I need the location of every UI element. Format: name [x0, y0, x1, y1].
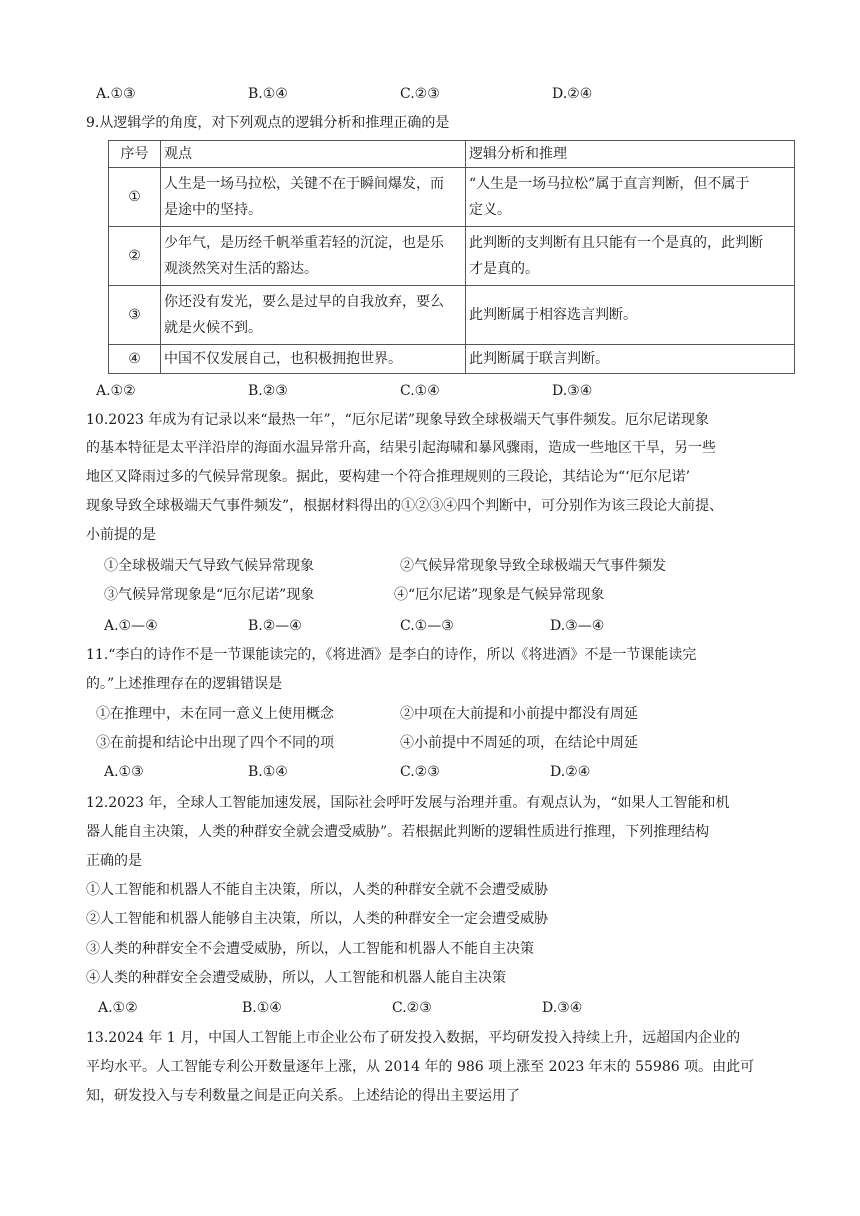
q10-stem-line: 10.2023 年成为有记录以来“最热一年”，“厄尔尼诺”现象导致全球极端天气事件频发。厄尔尼诺现象	[86, 412, 709, 428]
q12-stem-line: 器人能自主决策，人类的种群安全就会遭受威胁”。若根据此判断的逻辑性质进行推理，下列推理结构	[86, 824, 710, 840]
q10-option-c: C.①—③	[400, 618, 454, 634]
analysis-line: “人生是一场马拉松”属于直言判断，但不属于	[469, 176, 750, 192]
q11-options	[104, 762, 724, 782]
table-row	[109, 168, 795, 227]
q13-stem-line: 知，研发投入与专利数量之间是正向关系。上述结论的得出主要运用了	[86, 1088, 520, 1104]
row-view	[161, 168, 466, 227]
q13-stem-line: 平均水平。人工智能专利公开数量逐年上涨，从 2014 年的 986 项上涨至 2023 年末的 55986 项。由此可	[86, 1059, 755, 1075]
table-header-row	[109, 141, 795, 168]
row-analysis	[466, 168, 795, 227]
q10-option-a: A.①—④	[104, 618, 158, 634]
q10-stem-line: 的基本特征是太平洋沿岸的海面水温异常升高，结果引起海啸和暴风骤雨，造成一些地区干旱，另一些	[86, 440, 716, 456]
q11-option-b: B.①④	[248, 764, 288, 780]
analysis-line: 定义。	[469, 202, 511, 218]
row-analysis	[466, 345, 795, 374]
header-analysis: 逻辑分析和推理	[466, 141, 795, 168]
q9-option-a: A.①②	[96, 383, 136, 399]
row-number: ①	[109, 168, 161, 227]
row-number: ③	[109, 286, 161, 345]
q12-item-3: ③人类的种群安全不会遭受威胁，所以，人工智能和机器人不能自主决策	[86, 941, 534, 957]
analysis-line: 才是真的。	[469, 261, 539, 277]
q11-item-2: ②中项在大前提和小前提中都没有周延	[400, 706, 638, 722]
q11-option-d: D.②④	[550, 764, 591, 780]
q12-option-a: A.①②	[98, 1000, 138, 1016]
q10-options	[104, 616, 724, 636]
q10-option-d: D.③—④	[550, 618, 605, 634]
q12-item-4: ④人类的种群安全会遭受威胁，所以，人工智能和机器人能自主决策	[86, 970, 506, 986]
q12-item-2: ②人工智能和机器人能够自主决策，所以，人类的种群安全一定会遭受威胁	[86, 911, 548, 927]
analysis-line: 此判断属于联言判断。	[469, 351, 609, 367]
q12-options	[98, 998, 738, 1018]
q8-option-c: C.②③	[400, 86, 440, 102]
row-number: ②	[109, 227, 161, 286]
q10-stem-line: 地区又降雨过多的气候异常现象。据此，要构建一个符合推理规则的三段论，其结论为“‘厄尔尼诺’	[86, 469, 691, 485]
header-view: 观点	[161, 141, 466, 168]
q10-stem-line: 现象导致全球极端天气事件频发”，根据材料得出的①②③④四个判断中，可分别作为该三段论大前提、	[86, 498, 724, 514]
q11-option-c: C.②③	[400, 764, 440, 780]
view-line: 中国不仅发展自己，也积极拥抱世界。	[164, 351, 402, 367]
table-row	[109, 227, 795, 286]
q12-option-c: C.②③	[392, 1000, 432, 1016]
q10-item-4: ④“厄尔尼诺”现象是气候异常现象	[394, 587, 605, 603]
analysis-line: 此判断属于相容选言判断。	[469, 307, 637, 323]
table-row	[109, 286, 795, 345]
row-view	[161, 227, 466, 286]
view-line: 就是火候不到。	[164, 320, 262, 336]
view-line: 你还没有发光，要么是过早的自我放弃，要么	[164, 294, 444, 310]
view-line: 观淡然笑对生活的豁达。	[164, 261, 318, 277]
q9-stem: 9.从逻辑学的角度，对下列观点的逻辑分析和推理正确的是	[86, 115, 450, 131]
q8-options	[96, 84, 716, 104]
q12-option-d: D.③④	[542, 1000, 583, 1016]
q11-item-1: ①在推理中，未在同一意义上使用概念	[96, 706, 334, 722]
header-seq: 序号	[109, 141, 161, 168]
q11-option-a: A.①③	[104, 764, 144, 780]
q8-option-b: B.①④	[248, 86, 288, 102]
q10-item-3: ③气候异常现象是“厄尔尼诺”现象	[104, 587, 315, 603]
q8-option-d: D.②④	[552, 86, 593, 102]
q12-stem-line: 正确的是	[86, 853, 142, 869]
q13-stem-line: 13.2024 年 1 月，中国人工智能上市企业公布了研发投入数据，平均研发投入持续上升，远超国内企业的	[86, 1030, 741, 1046]
q10-stem-line: 小前提的是	[86, 527, 156, 543]
row-view	[161, 286, 466, 345]
q11-item-4: ④小前提中不周延的项，在结论中周延	[400, 735, 638, 751]
q9-options	[96, 381, 716, 401]
row-analysis	[466, 227, 795, 286]
row-view	[161, 345, 466, 374]
q10-item-2: ②气候异常现象导致全球极端天气事件频发	[400, 558, 666, 574]
q11-item-3: ③在前提和结论中出现了四个不同的项	[96, 735, 334, 751]
q9-option-d: D.③④	[552, 383, 593, 399]
row-analysis	[466, 286, 795, 345]
q11-stem-line: 的。”上述推理存在的逻辑错误是	[86, 676, 283, 692]
q9-option-b: B.②③	[248, 383, 288, 399]
view-line: 少年气，是历经千帆举重若轻的沉淀，也是乐	[164, 235, 444, 251]
analysis-line: 此判断的支判断有且只能有一个是真的，此判断	[469, 235, 763, 251]
q11-stem-line: 11.“李白的诗作不是一节课能读完的，《将进酒》是李白的诗作，所以《将进酒》不是一节课能读完	[86, 647, 697, 663]
table-row	[109, 345, 795, 374]
view-line: 人生是一场马拉松，关键不在于瞬间爆发，而	[164, 176, 444, 192]
q9-table	[108, 140, 795, 374]
view-line: 是途中的坚持。	[164, 202, 262, 218]
q12-stem-line: 12.2023 年，全球人工智能加速发展，国际社会呼吁发展与治理并重。有观点认为，“如果人工智能和机	[86, 795, 730, 811]
q9-option-c: C.①④	[400, 383, 440, 399]
q8-option-a: A.①③	[96, 86, 136, 102]
q10-option-b: B.②—④	[248, 618, 302, 634]
row-number: ④	[109, 345, 161, 374]
q12-item-1: ①人工智能和机器人不能自主决策，所以，人类的种群安全就不会遭受威胁	[86, 882, 548, 898]
q10-item-1: ①全球极端天气导致气候异常现象	[104, 558, 314, 574]
q12-option-b: B.①④	[242, 1000, 282, 1016]
